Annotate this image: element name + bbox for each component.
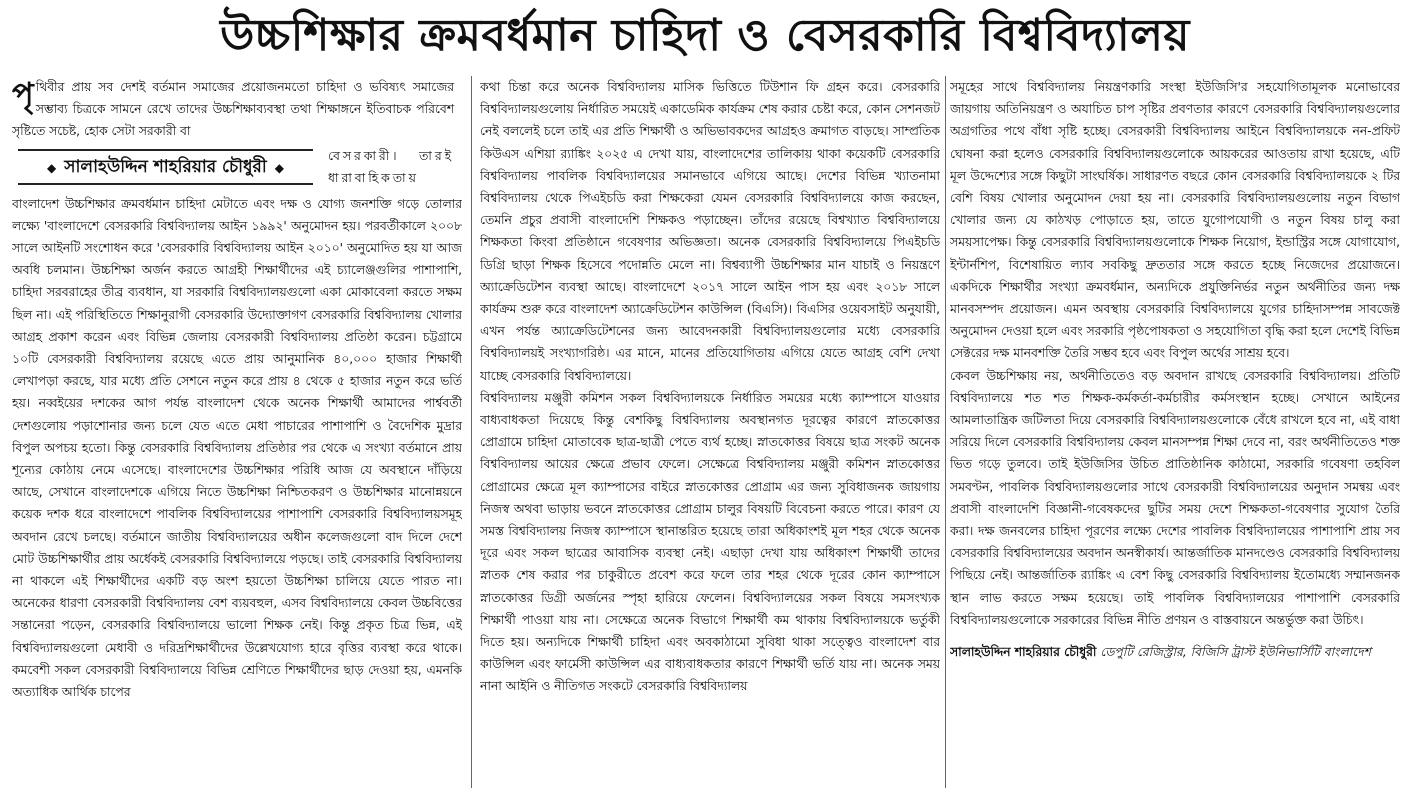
column-2 [480, 76, 940, 788]
byline-side-text: বেসরকারী। তারই ধারাবাহিকতায় [328, 148, 454, 185]
diamond-icon: ◆ [47, 160, 57, 175]
column-3-paragraph-1: সমূহের সাথে বিশ্ববিদ্যালয় নিয়ন্ত্রণকারি সংস্থা ইউজিসি'র সহযোগিতামূলক মনোভাবের জায়গায় অতিনিয়ন্ত্রণ ও অযাচিত চাপ সৃষ্টির প্রবণতার কারণে বেসরকারি বিশ্ববিদ্যালয়গুলোর অগ্রগতির পথে বাঁধা সৃষ্টি হচ্ছে। বেসরকারী বিশ্ববিদ্যালয় আইনে বিশ্ববিদ্যালয়কে নন-প্রফিট ঘোষনা করা হলেও বেসরকারি বিশ্ববিদ্যালয়গুলোকে আয়করের আওতায় রাখা হয়েছে, এটি মূল উদ্দেশ্যের সঙ্গে কিছুটা সাংঘর্ষিক। সাধারণত বছরে কোন বেসরকারি বিশ্ববিদ্যালয়কে ২ টির বেশি বিষয় খোলার অনুমোদন দেয়া হয় না। বেসরকারি বিশ্ববিদ্যালয়গুলোয় নতুন বিভাগ খোলার জন্য যে কাঠখড় পোড়াতে হয়, তাতে যুগোপযোগী ও নতুন বিষয় চালু করা সময়সাপেক্ষ। কিন্তু বেসরকারি বিশ্ববিদ্যালয়গুলোকে শিক্ষক নিয়োগ, ইন্ডাস্ট্রির সঙ্গে যোগাযোগ, ইন্টার্নশিপ, বিশেষায়িত ল্যাব সবকিছু দ্রুততার সঙ্গে করতে হচ্ছে নিজেদের প্রয়োজনে। একদিকে শিক্ষার্থীর সংখ্যা ক্রমবর্ধমান, অন্যদিকে প্রযুক্তিনির্ভর নতুন অর্থনীতির জন্য দক্ষ মানবসম্পদ প্রয়োজন। এমন অবস্থায় বেসরকারি বিশ্ববিদ্যালয়ে যুগের চাহিদাসম্পন্ন সাবজেক্ট অনুমোদন দেওয়া হলে এবং সরকারি পৃষ্ঠপোষকতা ও সহযোগিতা বৃদ্ধি করা হলে দেশেই বিভিন্ন সেক্টরের দক্ষ মানবশক্তি তৈরি সম্ভব হবে এবং বিপুল অর্থের সাশ্রয় হবে। [950, 80, 1400, 361]
column-1 [12, 76, 462, 788]
column-3 [950, 76, 1400, 788]
author-byline [18, 149, 313, 185]
column-2-paragraph-1: কথা চিন্তা করে অনেক বিশ্ববিদ্যালয় মাসিক ভিত্তিতে টিউশান ফি গ্রহন করে। বেসরকারি বিশ্ববিদ্যালয়গুলোয় নির্ধারিত সময়েই একাডেমিক কার্যক্রম শেষ করার চেষ্টা করে, কোন সেশনজট নেই বললেই চলে তাই এর প্রতি শিক্ষার্থী ও অভিভাবকদের আগ্রহও ক্রমাগত বাড়ছে। সাম্প্রতিক কিউএস এশিয়া র‌্যাঙ্কিং ২০২৫ এ দেখা যায়, বাংলাদেশের তালিকায় থাকা কয়েকটি বেসরকারি বিশ্ববিদ্যালয় পাবলিক বিশ্ববিদ্যালয়ের সমানভাবে এগিয়ে আছে। দেশের বিভিন্ন খ্যাতনামা বিশ্ববিদ্যালয় থেকে পিএইচডি করা শিক্ষকেরা যেমন বেসরকারি বিশ্ববিদ্যালয়ে কাজ করছেন, তেমনি প্রচুর প্রবাসী বাংলাদেশি শিক্ষকও পড়াচ্ছেন। তাঁদের রয়েছে বিশ্বখ্যাত বিশ্ববিদ্যালয়ে শিক্ষকতা কিংবা প্রতিষ্ঠানে গবেষণার অভিজ্ঞতা। অনেক বেসরকারি বিশ্ববিদ্যালয়ে পিএইচডি ডিগ্রি ছাড়া শিক্ষক হিসেবে পদোন্নতি মেলে না। বিশ্বব্যাপী উচ্চশিক্ষার মান যাচাই ও নিয়ন্ত্রণে অ্যাক্রেডিটেশন ব্যবস্থা আছে। বাংলাদেশে ২০১৭ সালে আইন পাস হয় এবং ২০১৮ সালে কার্যক্রম শুরু করে বাংলাদেশ অ্যাক্রেডিটেশন কাউন্সিল (বিএসি)। বিএসির ওয়েবসাইট অনুযায়ী, এখন পর্যন্ত অ্যাক্রেডিটেশনের জন্য আবেদনকারী বিশ্ববিদ্যালয়গুলোর মধ্যে বেসরকারি বিশ্ববিদ্যালয়ই সংখ্যাগরিষ্ঠ। এর মানে, মানের প্রতিযোগিতায় এগিয়ে যেতে আগ্রহ বেশি দেখা যাচ্ছে বেসরকারি বিশ্ববিদ্যালয়ে। [480, 80, 940, 383]
column-divider [471, 76, 472, 788]
drop-cap: পৃ [12, 76, 34, 113]
byline-box [12, 143, 454, 191]
author-name: সালাহউদ্দিন শাহরিয়ার চৌধুরী [64, 156, 267, 177]
author-signoff [950, 641, 1400, 663]
column-divider [945, 76, 946, 788]
signoff-name: সালাহউদ্দিন শাহরিয়ার চৌধুরী [950, 645, 1097, 660]
lead-text: থিবীর প্রায় সব দেশই বর্তমান সমাজের প্রয়োজনমতো চাহিদা ও ভবিষ্যৎ সমাজের সম্ভাব্য চিত্রকে সামনে রেখে তাদের উচ্চশিক্ষাব্যবস্থা তথা শিক্ষাঙ্গনে ইতিবাচক পরিবেশ সৃষ্টিতে সচেষ্ট, হোক সেটা সরকারী বা [12, 80, 454, 139]
column-1-body: বাংলাদেশ উচ্চশিক্ষার ক্রমবর্ধমান চাহিদা মেটাতে এবং দক্ষ ও যোগ্য জনশক্তি গড়ে তোলার লক্ষ্যে 'বাংলাদেশে বেসরকারি বিশ্ববিদ্যালয় আইন ১৯৯২' অনুমোদন হয়। পরবর্তীকালে ২০০৮ সালে আইনটি সংশোধন করে 'বেসরকারি বিশ্ববিদ্যালয় আইন ২০১০' অনুমোদিত হয় যা আজ অবধি চলমান। উচ্চশিক্ষা অর্জন করতে আগ্রহী শিক্ষার্থীদের এই চ্যালেঞ্জগুলির পাশাপাশি, চাহিদা সরবরাহের তীব্র ব্যবধান, যা সরকারি বিশ্ববিদ্যালয়গুলো একা মোকাবেলা করতে সক্ষম ছিল না। এই পরিস্থিতিতে শিক্ষানুরাগী বেসরকারি উদ্যোক্তাগণ বেসরকারি বিশ্ববিদ্যালয় খোলার আগ্রহ প্রকাশ করেন এবং বিভিন্ন জেলায় বেসরকারী বিশ্ববিদ্যালয় প্রতিষ্ঠা করেন। চট্টগ্রামে ১০টি বেসরকারী বিশ্ববিদ্যালয় রয়েছে এতে প্রায় আনুমানিক ৪০,০০০ হাজার শিক্ষার্থী লেখাপড়া করছে, যার মধ্যে প্রতি সেশনে নতুন করে প্রায় ৪ থেকে ৫ হাজার নতুন করে ভর্তি হয়। নব্বইয়ের দশকের আগ পর্যন্ত বাংলাদেশ থেকে অনেক শিক্ষার্থী আমাদের পার্শ্ববর্তী দেশগুলোয় পড়াশোনার জন্য চলে যেত এতে মেধা পাচারের পাশাপাশি ও বৈদেশিক মুদ্রার বিপুল অপচয় হতো। কিন্তু বেসরকারি বিশ্ববিদ্যালয় প্রতিষ্ঠার পর থেকে এ সংখ্যা বর্তমানে প্রায় শূন্যের কোঠায় নেমে এসেছে। বাংলাদেশের উচ্চশিক্ষার পরিধি আজ যে অবস্থানে দাঁড়িয়ে আছে, সেখানে বাংলাদেশকে এগিয়ে নিতে উচ্চশিক্ষা নিশ্চিতকরণ ও উচ্চশিক্ষার মানোন্নয়নে কয়েক দশক ধরে বাংলাদেশে পাবলিক বিশ্ববিদ্যালয়ের পাশাপাশি বেসরকারি বিশ্ববিদ্যালয়সমূহ অবদান রেখে চলছে। বর্তমানে জাতীয় বিশ্ববিদ্যালয়ের অধীন কলেজগুলো বাদ দিলে দেশে মোট উচ্চশিক্ষার্থীর প্রায় অর্ধেকই বেসরকারি বিশ্ববিদ্যালয়ে পড়ছে। তাই বেসরকারি বিশ্ববিদ্যালয় না থাকলে এই শিক্ষার্থীদের একটি বড় অংশ হয়তো উচ্চশিক্ষা চালিয়ে যেতে পারত না। অনেকের ধারণা বেসরকারী বিশ্ববিদ্যালয় বেশ ব্যয়বহুল, এসব বিশ্ববিদ্যালয়ে কেবল উচ্চবিত্তের সন্তানেরা পড়েন, বেসরকারি বিশ্ববিদ্যালয়ে ভালো শিক্ষক নেই। কিন্তু প্রকৃত চিত্র ভিন্ন, এই বিশ্ববিদ্যালয়গুলো মেধাবী ও দরিদ্রশিক্ষার্থীদের উল্লেখযোগ্য হারে বৃত্তির ব্যবস্থা করে থাকে। কমবেশী সকল বেসরকারী বিশ্ববিদ্যালয়ে বিভিন্ন শ্রেণিতে শিক্ষার্থীদের ছাড় দেওয়া হয়, এমনকি অত্যাধিক আর্থিক চাপের [12, 196, 462, 700]
column-2-paragraph-2: বিশ্ববিদ্যালয় মঞ্জুরী কমিশন সকল বিশ্ববিদ্যালয়কে নির্ধারিত সময়ের মধ্যে ক্যাম্পাসে যাওয়ার বাধ্যবাধকতা দিয়েছে কিন্তু বেশকিছু বিশ্ববিদ্যালয় অবস্থানগত দূরত্বের কারণে স্নাতকোত্তর প্রোগ্রামে চাহিদা মোতাবেক ছাত্র-ছাত্রী পেতে ব্যর্থ হচ্ছে। স্নাতকোত্তর বিষয়ে ছাত্র সংকট অনেক বিশ্ববিদ্যালয় আয়ের ক্ষেত্রে প্রভাব ফেলে। সেক্ষেত্রে বিশ্ববিদ্যালয় মঞ্জুরী কমিশন স্নাতকোত্তর প্রোগ্রামের ক্ষেত্রে মূল ক্যাম্পাসের বাইরে স্নাতকোত্তর প্রোগ্রাম এর জন্য সুবিধাজনক জায়গায় নিজস্ব অথবা ভাড়ায় ভবনে স্নাতকোত্তর প্রোগ্রাম চালুর বিষয়টি বিবেচনা করতে পারে। কারণ যে সমস্ত বিশ্ববিদ্যালয় নিজস্ব ক্যাম্পাসে স্থানান্তরিত হয়েছে তারা অধিকাংশই মূল শহর থেকে অনেক দূরে এবং সকল ছাত্রের আবাসিক ব্যবস্থা নেই। এছাড়া দেখা যায় অধিকাংশ শিক্ষার্থী তাদের স্নাতক শেষ করার পর চাকুরীতে প্রবেশ করে ফলে তার শহর থেকে দূরের কোন ক্যাম্পাসে স্নাতকোত্তর ডিগ্রী অর্জনের স্পৃহা হারিয়ে ফেলেন। বিশ্ববিদ্যালয়ের সকল বিষয়ে সমসংখ্যক শিক্ষার্থী পাওয়া যায় না। সেক্ষেত্রে অনেক বিভাগে শিক্ষার্থী কম থাকায় বিশ্ববিদ্যালয়কে ভর্তুকী দিতে হয়। অন্যদিকে শিক্ষার্থী চাহিদা এবং অবকাঠামো সুবিধা থাকা সত্ত্বেও বাংলাদেশ বার কাউন্সিল এবং ফার্মেসী কাউন্সিল এর বাধ্যবাধকতার কারণে শিক্ষার্থী ভর্তি যায় না। অনেক সময় নানা আইনি ও নীতিগত সংকটে বেসরকারি বিশ্ববিদ্যালয় [480, 390, 940, 694]
lead-paragraph [12, 76, 454, 143]
signoff-title: ডেপুটি রেজিস্ট্রার, বিজিসি ট্রাস্ট ইউনিভার্সিটি বাংলাদেশ [1100, 645, 1371, 660]
article-headline: উচ্চশিক্ষার ক্রমবর্ধমান চাহিদা ও বেসরকারি বিশ্ববিদ্যালয় [220, 10, 1190, 61]
column-3-paragraph-2: কেবল উচ্চশিক্ষায় নয়, অর্থনীতিতেও বড় অবদান রাখছে বেসরকারি বিশ্ববিদ্যালয়। প্রতিটি বিশ্ববিদ্যালয়ে শত শত শিক্ষক-কর্মকর্তা-কর্মচারীর কর্মসংস্থান হচ্ছে। সেখানে আইনের আমলাতান্ত্রিক জটিলতা দিয়ে বেসরকারি বিশ্ববিদ্যালয়গুলোকে বেঁধে রাখলে হবে না, এই বাধা সরিয়ে দিলে বেসরকারি বিশ্ববিদ্যালয় কেবল মানসম্পন্ন শিক্ষা দেবে না, বরং অর্থনীতিতেও শক্ত ভিত গড়ে তুলবে। তাই ইউজিসির উচিত প্রাতিষ্ঠানিক কাঠামো, সরকারি গবেষণা তহবিল সমবণ্টন, পাবলিক বিশ্ববিদ্যালয়গুলোর সাথে বেসরকারী বিশ্ববিদ্যালয়ের অনুদান সমন্বয় এবং প্রবাসী বাংলাদেশি বিজ্ঞানী-গবেষকদের ছুটির সময় দেশে শিক্ষকতা-গবেষণার সুযোগ তৈরি করা। দক্ষ জনবলের চাহিদা পূরণের লক্ষ্যে দেশের পাবলিক বিশ্ববিদ্যালয়ের পাশাপাশি প্রায় সব বেসরকারি বিশ্ববিদ্যালয়ের অবদান অনস্বীকার্য। আন্তর্জাতিক মানদণ্ডেও বেসরকারি বিশ্ববিদ্যালয় পিছিয়ে নেই। আন্তর্জাতিক র‌্যাঙ্কিং এ বেশ কিছু বেসরকারি বিশ্ববিদ্যালয় ইতোমধ্যে সম্মানজনক স্থান লাভ করতে সক্ষম হয়েছে। তাই পাবলিক বিশ্ববিদ্যালয়ের পাশাপাশি বেসরকারি বিশ্ববিদ্যালয়গুলোকে সরকারের বিভিন্ন নীতি প্রণয়ন ও বাস্তবায়নে অন্তর্ভুক্ত করা উচিৎ। [950, 368, 1400, 627]
diamond-icon: ◆ [274, 160, 284, 175]
